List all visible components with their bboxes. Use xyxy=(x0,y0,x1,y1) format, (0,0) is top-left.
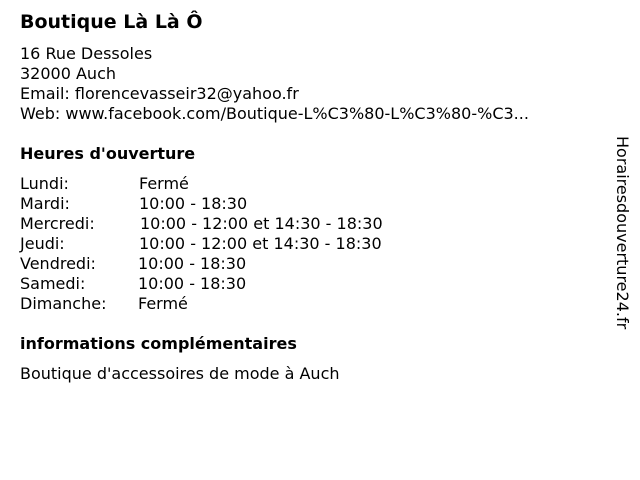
hours-row-thursday xyxy=(20,234,500,254)
additional-info-text: Boutique d'accessoires de mode à Auch xyxy=(20,364,340,383)
day-label: Lundi: xyxy=(20,174,69,193)
hours-row-wednesday xyxy=(20,214,500,234)
day-label: Vendredi: xyxy=(20,254,96,273)
additional-info-heading: informations complémentaires xyxy=(20,334,297,353)
site-watermark: Horairesdouverture24.fr xyxy=(613,136,632,330)
hours-row-saturday xyxy=(20,274,500,294)
opening-hours-heading: Heures d'ouverture xyxy=(20,144,196,163)
day-label: Dimanche: xyxy=(20,294,107,313)
day-label: Mercredi: xyxy=(20,214,95,233)
day-hours: Fermé xyxy=(139,174,189,193)
hours-row-sunday xyxy=(20,294,500,314)
hours-row-tuesday xyxy=(20,194,500,214)
business-contact xyxy=(20,44,529,124)
day-hours: 10:00 - 18:30 xyxy=(138,254,247,273)
day-hours: 10:00 - 18:30 xyxy=(139,194,248,213)
hours-row-monday xyxy=(20,174,500,194)
web-line: Web: www.facebook.com/Boutique-L%C3%80-L%C3%80-%C3... xyxy=(20,104,529,123)
hours-row-friday xyxy=(20,254,500,274)
city-postcode: 32000 Auch xyxy=(20,64,117,83)
day-hours: 10:00 - 18:30 xyxy=(138,274,247,293)
day-hours: Fermé xyxy=(138,294,188,313)
day-label: Samedi: xyxy=(20,274,86,293)
email-line: Email: florencevasseir32@yahoo.fr xyxy=(20,84,299,103)
opening-hours-table xyxy=(20,174,500,314)
day-label: Jeudi: xyxy=(20,234,65,253)
street-address: 16 Rue Dessoles xyxy=(20,44,153,63)
business-name: Boutique Là Là Ô xyxy=(20,11,203,33)
day-hours: 10:00 - 12:00 et 14:30 - 18:30 xyxy=(140,214,383,233)
day-label: Mardi: xyxy=(20,194,70,213)
day-hours: 10:00 - 12:00 et 14:30 - 18:30 xyxy=(139,234,382,253)
